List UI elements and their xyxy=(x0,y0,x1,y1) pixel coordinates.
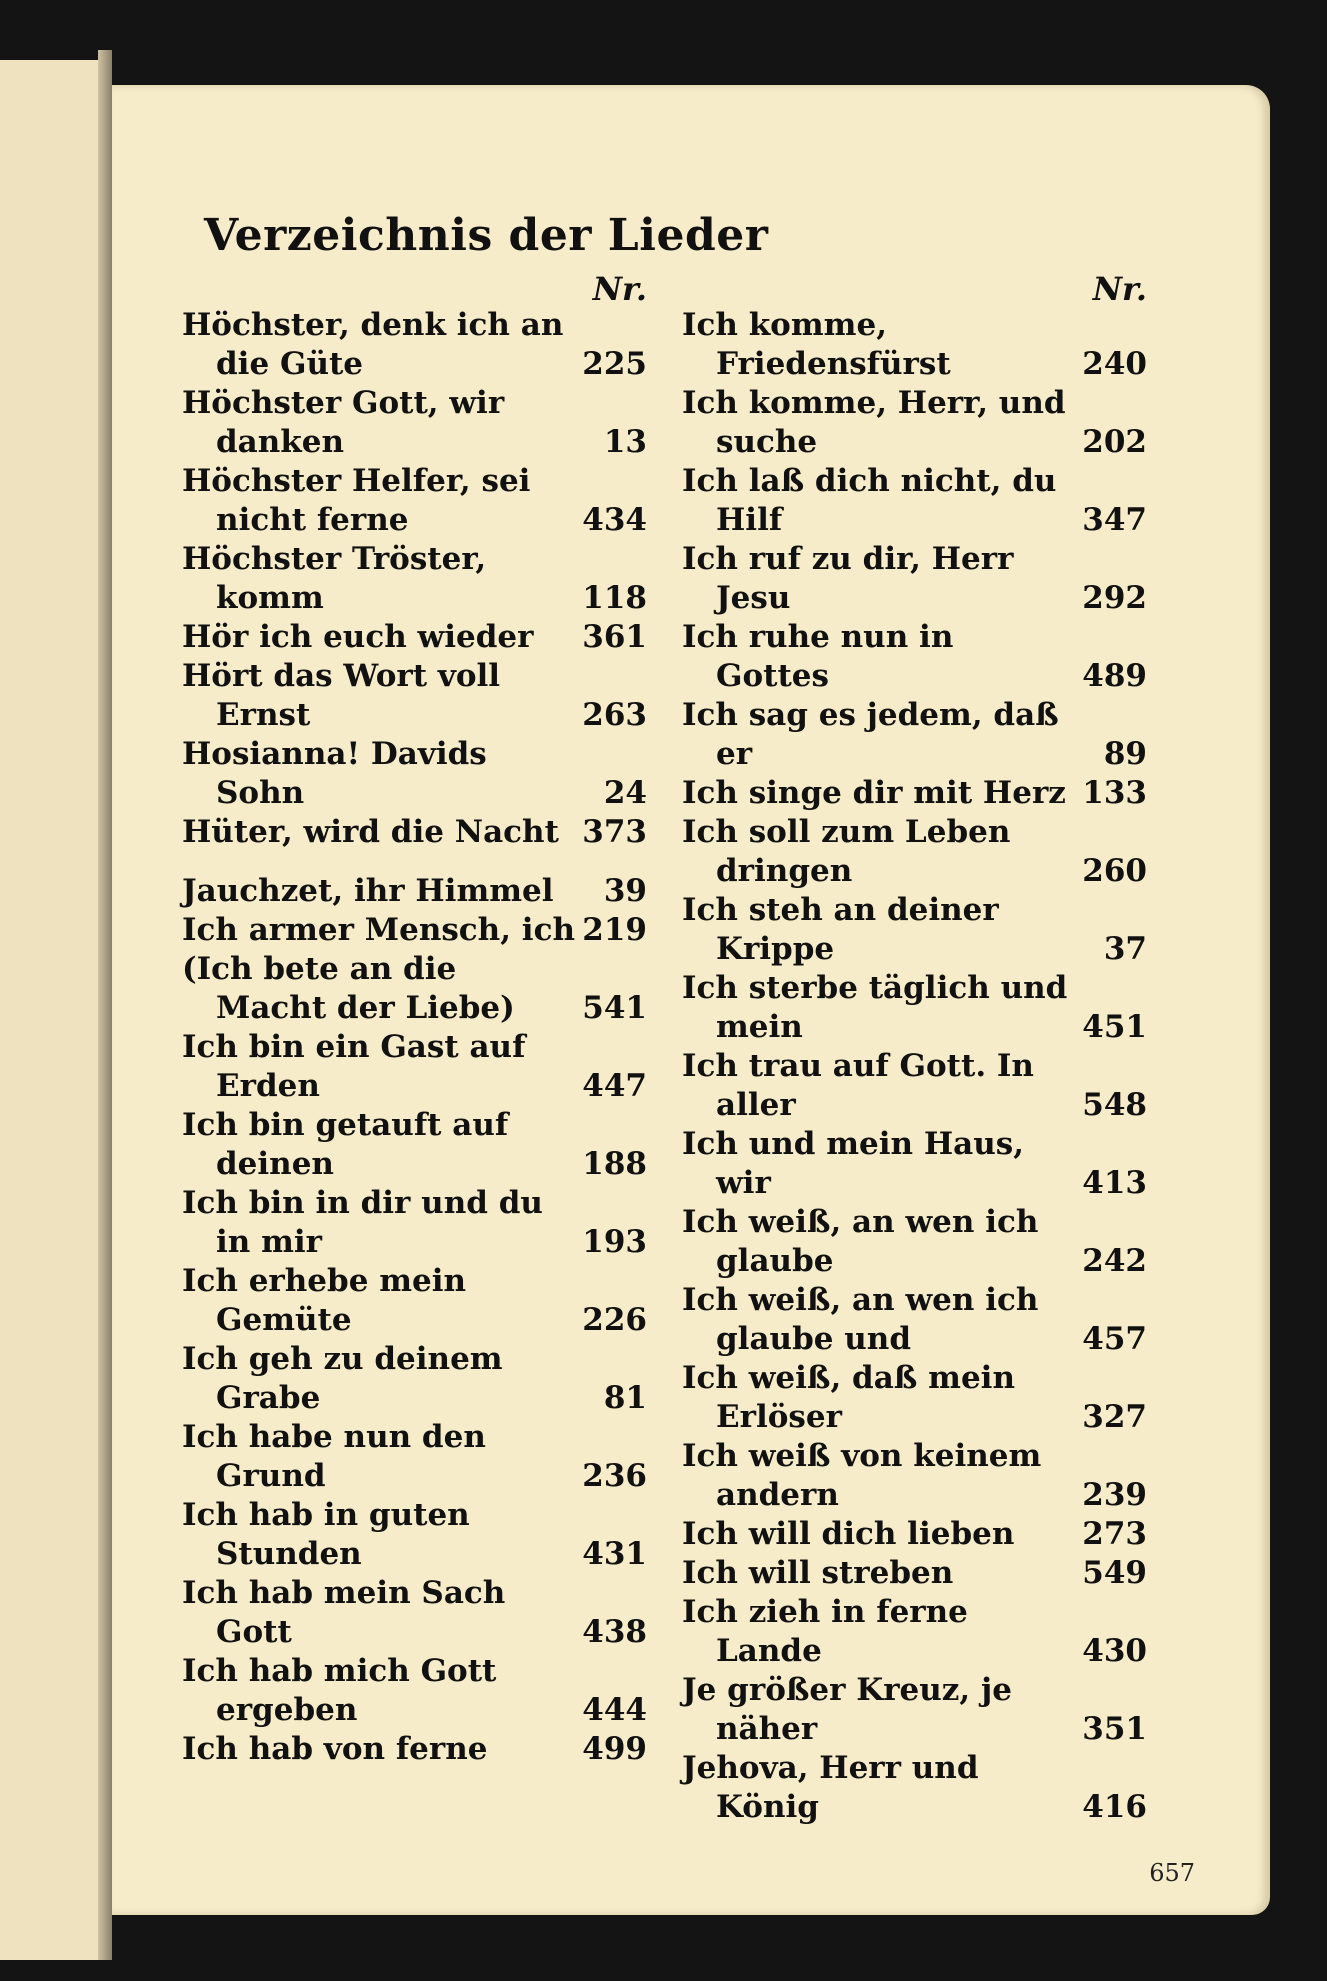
song-title: Ich weiß, an wen ich glaube xyxy=(682,1204,1039,1279)
song-number: 438 xyxy=(582,1614,647,1650)
index-entry xyxy=(682,384,1147,462)
index-entry xyxy=(182,657,647,735)
index-entry xyxy=(682,618,1147,696)
song-title: Ich weiß, daß mein Erlöser xyxy=(682,1360,1015,1435)
song-number: 13 xyxy=(603,424,647,460)
song-number: 434 xyxy=(582,502,647,538)
song-title: Hört das Wort voll Ernst xyxy=(182,658,501,733)
song-number: 202 xyxy=(1082,424,1147,460)
song-title: Hör ich euch wieder xyxy=(182,619,534,655)
index-entry xyxy=(182,306,647,384)
song-title: Je größer Kreuz, je näher xyxy=(682,1672,1012,1747)
song-number: 193 xyxy=(582,1224,647,1260)
song-title: Ich weiß von keinem andern xyxy=(682,1438,1042,1513)
song-title: Ich singe dir mit Herz xyxy=(682,775,1066,811)
book-spine xyxy=(98,50,112,1960)
index-entry xyxy=(682,1749,1147,1827)
song-title: Ich habe nun den Grund xyxy=(182,1419,486,1494)
index-entry xyxy=(682,462,1147,540)
song-title: Ich hab von ferne xyxy=(182,1731,488,1767)
song-number: 451 xyxy=(1082,1009,1147,1045)
song-title: Ich weiß, an wen ich glaube und xyxy=(682,1282,1039,1357)
song-title: Ich bin getauft auf deinen xyxy=(182,1107,509,1182)
index-entry xyxy=(182,540,647,618)
index-entry xyxy=(182,1652,647,1730)
song-title: Ich will dich lieben xyxy=(682,1516,1015,1552)
index-entry xyxy=(182,1574,647,1652)
index-entry xyxy=(182,911,647,950)
song-title: Ich bin ein Gast auf Erden xyxy=(182,1029,526,1104)
song-number: 548 xyxy=(1082,1087,1147,1123)
song-title: Höchster, denk ich an die Güte xyxy=(182,307,564,382)
index-entry xyxy=(682,891,1147,969)
song-title: Hüter, wird die Nacht xyxy=(182,814,559,850)
song-title: (Ich bete an die Macht der Liebe) xyxy=(182,951,515,1026)
song-title: Ich soll zum Leben dringen xyxy=(682,814,1011,889)
song-number: 292 xyxy=(1082,580,1147,616)
index-entry xyxy=(682,1203,1147,1281)
song-title: Ich steh an deiner Krippe xyxy=(682,892,999,967)
page-title: Verzeichnis der Lieder xyxy=(204,210,769,261)
song-title: Ich sag es jedem, daß er xyxy=(682,697,1059,772)
song-title: Ich komme, Herr, und suche xyxy=(682,385,1066,460)
song-number: 239 xyxy=(1082,1477,1147,1513)
song-number: 444 xyxy=(582,1692,647,1728)
book-page xyxy=(112,85,1270,1915)
song-title: Ich ruhe nun in Gottes xyxy=(682,619,954,694)
song-number: 447 xyxy=(582,1068,647,1104)
song-number: 541 xyxy=(582,990,647,1026)
index-entry xyxy=(682,1671,1147,1749)
index-entry xyxy=(682,1125,1147,1203)
song-title: Höchster Tröster, komm xyxy=(182,541,487,616)
index-entry xyxy=(182,1184,647,1262)
index-entry xyxy=(682,540,1147,618)
index-column-right xyxy=(682,270,1147,1827)
song-number: 133 xyxy=(1082,775,1147,811)
song-title: Ich trau auf Gott. In aller xyxy=(682,1048,1034,1123)
index-entry xyxy=(182,384,647,462)
entry-list-left xyxy=(182,306,647,1769)
song-number: 327 xyxy=(1082,1399,1147,1435)
song-number: 226 xyxy=(582,1302,647,1338)
song-title: Ich ruf zu dir, Herr Jesu xyxy=(682,541,1014,616)
index-entry xyxy=(682,1047,1147,1125)
index-entry xyxy=(182,618,647,657)
index-entry xyxy=(182,872,647,911)
song-number: 240 xyxy=(1082,346,1147,382)
index-entry xyxy=(182,462,647,540)
index-entry xyxy=(682,306,1147,384)
song-title: Ich zieh in ferne Lande xyxy=(682,1594,968,1669)
song-number: 24 xyxy=(603,775,647,811)
index-entry xyxy=(682,1515,1147,1554)
song-number: 89 xyxy=(1103,736,1147,772)
song-number: 489 xyxy=(1082,658,1147,694)
song-number: 351 xyxy=(1082,1711,1147,1747)
song-title: Ich laß dich nicht, du Hilf xyxy=(682,463,1057,538)
song-number: 361 xyxy=(582,619,647,655)
song-title: Ich hab mich Gott ergeben xyxy=(182,1653,497,1728)
index-entry xyxy=(182,1340,647,1418)
song-title: Ich und mein Haus, wir xyxy=(682,1126,1025,1201)
index-entry xyxy=(682,1281,1147,1359)
nr-header-left: Nr. xyxy=(592,270,647,308)
song-title: Höchster Gott, wir danken xyxy=(182,385,505,460)
index-entry xyxy=(182,813,647,852)
song-number: 39 xyxy=(603,873,647,909)
song-title: Ich armer Mensch, ich xyxy=(182,912,575,948)
song-title: Höchster Helfer, sei nicht ferne xyxy=(182,463,531,538)
index-entry xyxy=(182,1106,647,1184)
song-number: 273 xyxy=(1082,1516,1147,1552)
index-entry xyxy=(682,969,1147,1047)
song-number: 219 xyxy=(582,912,647,948)
index-entry xyxy=(182,950,647,1028)
index-entry xyxy=(182,1496,647,1574)
entry-list-right xyxy=(682,306,1147,1827)
song-title: Hosianna! Davids Sohn xyxy=(182,736,487,811)
song-number: 373 xyxy=(582,814,647,850)
song-title: Jehova, Herr und König xyxy=(682,1750,979,1825)
song-number: 260 xyxy=(1082,853,1147,889)
index-entry xyxy=(682,1437,1147,1515)
song-number: 431 xyxy=(582,1536,647,1572)
song-number: 118 xyxy=(582,580,647,616)
index-entry xyxy=(182,1028,647,1106)
song-number: 499 xyxy=(582,1731,647,1767)
song-number: 37 xyxy=(1103,931,1147,967)
index-entry xyxy=(182,1730,647,1769)
song-number: 263 xyxy=(582,697,647,733)
index-entry xyxy=(682,813,1147,891)
song-title: Ich erhebe mein Gemüte xyxy=(182,1263,467,1338)
index-entry xyxy=(182,1262,647,1340)
song-number: 188 xyxy=(582,1146,647,1182)
index-entry xyxy=(182,735,647,813)
page-number: 657 xyxy=(1149,1859,1195,1887)
letter-gap xyxy=(182,852,647,872)
song-number: 457 xyxy=(1082,1321,1147,1357)
song-number: 413 xyxy=(1082,1165,1147,1201)
song-title: Ich bin in dir und du in mir xyxy=(182,1185,543,1260)
song-title: Ich hab mein Sach Gott xyxy=(182,1575,506,1650)
song-title: Ich will streben xyxy=(682,1555,954,1591)
nr-header-right: Nr. xyxy=(1092,270,1147,308)
song-number: 416 xyxy=(1082,1789,1147,1825)
index-entry xyxy=(682,1593,1147,1671)
song-number: 236 xyxy=(582,1458,647,1494)
song-number: 549 xyxy=(1082,1555,1147,1591)
song-title: Ich sterbe täglich und mein xyxy=(682,970,1068,1045)
index-entry xyxy=(682,1554,1147,1593)
song-number: 347 xyxy=(1082,502,1147,538)
index-entry xyxy=(682,696,1147,774)
index-entry xyxy=(682,774,1147,813)
song-title: Ich hab in guten Stunden xyxy=(182,1497,470,1572)
facing-page-edge xyxy=(0,60,98,1960)
song-number: 242 xyxy=(1082,1243,1147,1279)
index-entry xyxy=(182,1418,647,1496)
song-title: Jauchzet, ihr Himmel xyxy=(182,873,554,909)
song-number: 81 xyxy=(603,1380,647,1416)
index-entry xyxy=(682,1359,1147,1437)
song-number: 225 xyxy=(582,346,647,382)
index-column-left xyxy=(182,270,647,1769)
song-title: Ich geh zu deinem Grabe xyxy=(182,1341,503,1416)
song-number: 430 xyxy=(1082,1633,1147,1669)
song-title: Ich komme, Friedensfürst xyxy=(682,307,951,382)
